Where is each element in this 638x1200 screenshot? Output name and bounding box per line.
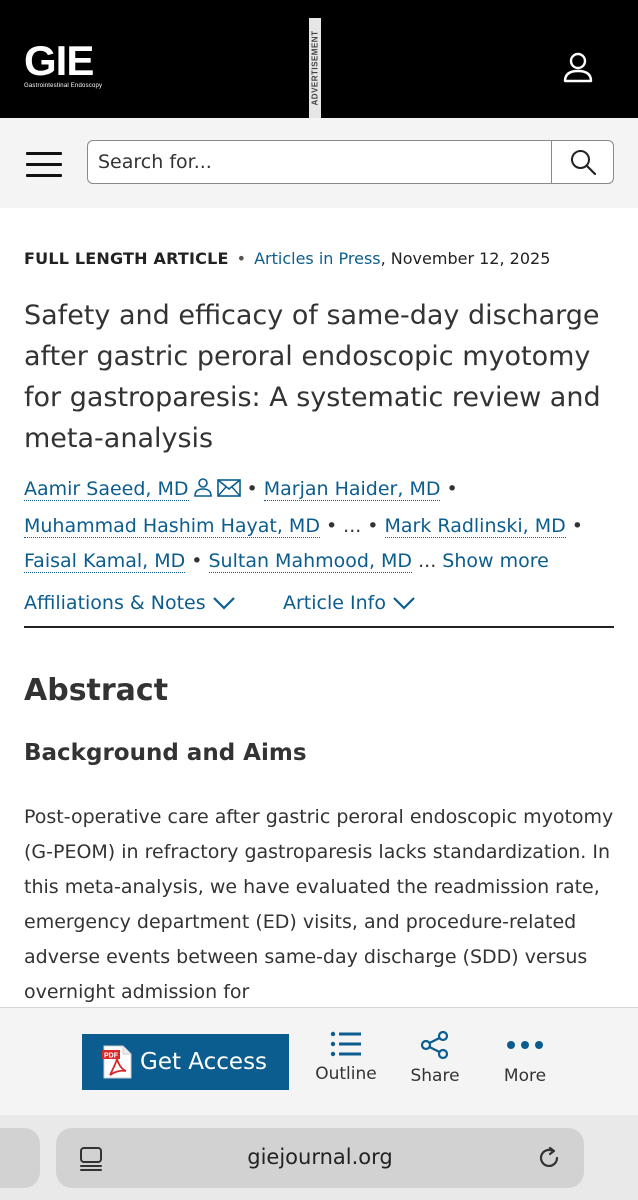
list-icon xyxy=(330,1030,362,1058)
share-label: Share xyxy=(410,1066,460,1086)
advertisement-text: ADVERTISEMENT xyxy=(310,30,320,106)
article-info-toggle[interactable] xyxy=(283,592,416,614)
get-access-button[interactable] xyxy=(82,1034,289,1090)
abstract-text: Post-operative care after gastric peroral endoscopic myotomy (G-PEOM) in refractory gastroparesis lacks standardization. In this meta-analysis, we have evaluated the readmission rate, emergency department (ED) visits, and procedure-related adverse events between same-day discharge (SDD) versus overnight admission for xyxy=(24,806,614,1003)
search-box xyxy=(87,140,614,184)
author-separator: • xyxy=(325,515,338,537)
meta-separator: • xyxy=(236,249,247,268)
logo-text: GIE xyxy=(24,37,94,84)
article-meta xyxy=(24,249,550,268)
abstract-heading: Abstract xyxy=(24,673,169,708)
affiliations-label: Affiliations & Notes xyxy=(24,592,206,614)
show-more-authors-link[interactable]: Show more xyxy=(442,550,549,572)
search-input[interactable] xyxy=(88,141,551,183)
article-subnav xyxy=(24,590,614,628)
gie-logo[interactable] xyxy=(24,37,103,89)
background-aims-heading: Background and Aims xyxy=(24,740,307,766)
more-label: More xyxy=(503,1066,547,1086)
previous-tab[interactable] xyxy=(0,1128,40,1188)
author-separator: • xyxy=(367,515,379,537)
email-icon[interactable] xyxy=(217,474,241,509)
outline-button[interactable] xyxy=(306,1030,386,1084)
share-button[interactable] xyxy=(395,1030,475,1086)
more-button[interactable] xyxy=(485,1030,565,1086)
article-action-bar xyxy=(0,1007,638,1115)
chevron-down-icon xyxy=(392,596,416,610)
author-list xyxy=(24,472,624,579)
author-link[interactable]: Aamir Saeed, MD xyxy=(24,478,189,500)
author-separator: • xyxy=(446,478,458,500)
author-trailing-ellipsis: ... xyxy=(418,550,437,572)
article-date: , November 12, 2025 xyxy=(380,249,551,268)
outline-label: Outline xyxy=(315,1064,377,1084)
author-link[interactable]: Muhammad Hashim Hayat, MD xyxy=(24,515,320,537)
user-account-button[interactable] xyxy=(560,50,596,86)
more-dots-icon xyxy=(505,1030,545,1060)
address-bar[interactable] xyxy=(56,1128,584,1188)
site-header xyxy=(0,0,638,118)
pdf-icon xyxy=(102,1045,132,1079)
advertisement-label xyxy=(309,18,321,118)
author-link[interactable]: Mark Radlinski, MD xyxy=(384,515,566,537)
article-type: FULL LENGTH ARTICLE xyxy=(24,249,229,268)
search-bar xyxy=(0,118,638,208)
user-icon xyxy=(560,50,596,86)
hamburger-menu-icon[interactable] xyxy=(26,152,62,178)
logo-subtitle: Gastrointestinal Endoscopy xyxy=(24,83,103,89)
affiliations-notes-toggle[interactable] xyxy=(24,592,236,614)
url-text: giejournal.org xyxy=(247,1145,393,1169)
svg-text:PDF: PDF xyxy=(104,1052,118,1060)
author-link[interactable]: Faisal Kamal, MD xyxy=(24,550,186,572)
article-info-label: Article Info xyxy=(283,592,386,614)
share-icon xyxy=(420,1030,450,1060)
author-person-icon[interactable] xyxy=(193,474,213,509)
search-button[interactable] xyxy=(551,141,613,183)
author-separator: • xyxy=(246,478,258,500)
author-link[interactable]: Sultan Mahmood, MD xyxy=(208,550,413,572)
author-separator: • xyxy=(571,515,583,537)
author-link[interactable]: Marjan Haider, MD xyxy=(263,478,441,500)
get-access-label: Get Access xyxy=(140,1049,268,1075)
reload-icon[interactable] xyxy=(536,1145,562,1171)
browser-toolbar xyxy=(0,1115,638,1200)
articles-in-press-link[interactable]: Articles in Press xyxy=(254,249,381,268)
author-separator: • xyxy=(191,550,203,572)
article-title: Safety and efficacy of same-day discharge after gastric peroral endoscopic myotomy for gastroparesis: A systematic review and meta-analysis xyxy=(24,300,601,454)
author-ellipsis: ... xyxy=(343,515,362,537)
chevron-down-icon xyxy=(212,596,236,610)
magnifier-icon xyxy=(569,148,597,176)
